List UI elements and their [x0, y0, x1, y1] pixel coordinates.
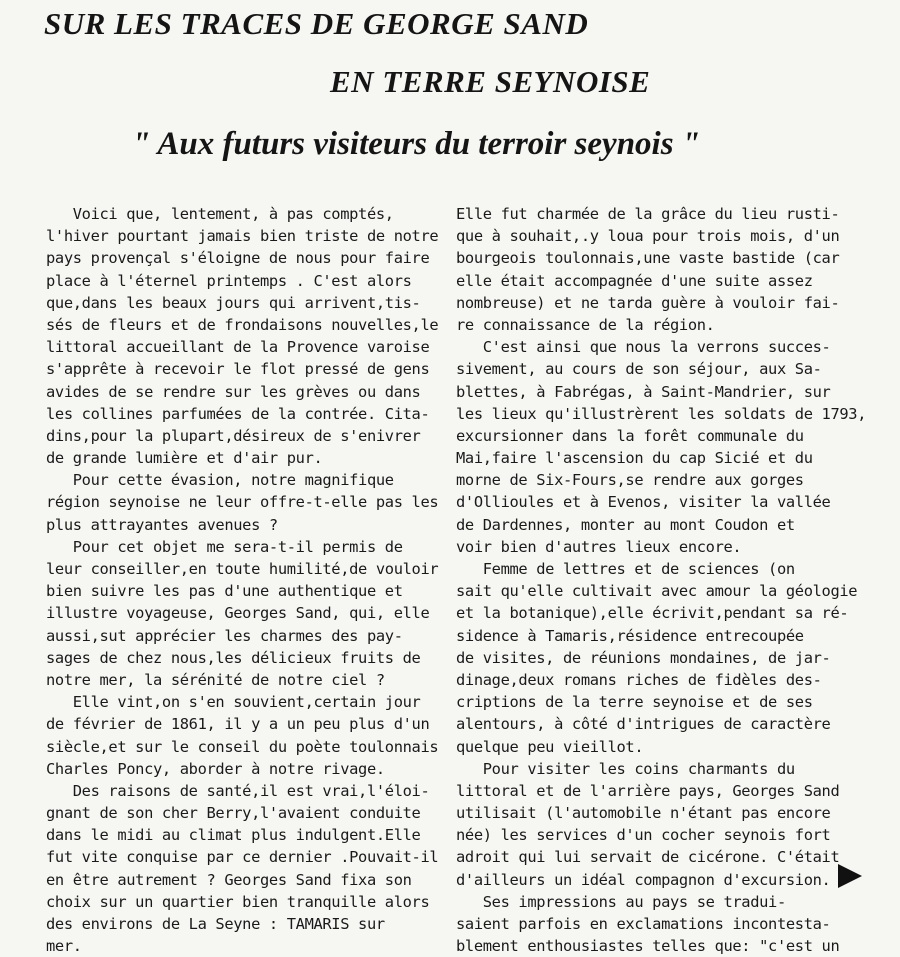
- text-line: Ses impressions au pays se tradui-: [456, 892, 786, 911]
- text-line: Pour visiter les coins charmants du: [456, 759, 795, 778]
- text-line: elle était accompagnée d'une suite assez: [456, 271, 813, 290]
- text-line: et la botanique),elle écrivit,pendant sa ré-: [456, 604, 849, 623]
- text-line: les lieux qu'illustrèrent les soldats de 1793,: [456, 404, 867, 423]
- text-line: C'est ainsi que nous la verrons succes-: [456, 338, 831, 357]
- text-line: bien suivre les pas d'une authentique et: [46, 582, 403, 601]
- text-line: Femme de lettres et de sciences (on: [456, 560, 795, 578]
- article-subtitle: " Aux futurs visiteurs du terroir seynois ": [132, 126, 701, 162]
- article-title: SUR LES TRACES DE GEORGE SAND: [44, 6, 589, 41]
- text-line: avides de se rendre sur les grèves ou dans: [46, 382, 421, 401]
- text-line: gnant de son cher Berry,l'avaient conduite: [46, 804, 421, 823]
- text-line: de février de 1861, il y a un peu plus d'un: [46, 715, 430, 734]
- text-line: excursionner dans la forêt communale du: [456, 426, 804, 445]
- text-line: Voici que, lentement, à pas comptés,: [46, 205, 394, 223]
- text-line: blettes, à Fabrégas, à Saint-Mandrier, sur: [456, 382, 831, 401]
- text-line: d'Ollioules et à Evenos, visiter la vallée: [456, 493, 831, 512]
- text-line: en être autrement ? Georges Sand fixa son: [46, 870, 412, 889]
- text-line: utilisait (l'automobile n'étant pas encore: [456, 804, 831, 823]
- text-line: dans le midi au climat plus indulgent.Elle: [46, 826, 421, 845]
- text-line: sages de chez nous,les délicieux fruits de: [46, 648, 421, 667]
- text-line: littoral accueillant de la Provence varoise: [46, 338, 430, 357]
- text-line: de grande lumière et d'air pur.: [46, 449, 323, 468]
- text-line: fut vite conquise par ce dernier .Pouvait-il: [46, 848, 439, 867]
- text-line: adroit qui lui servait de cicérone. C'était: [456, 848, 840, 867]
- text-line: d'ailleurs un idéal compagnon d'excursion.: [456, 870, 831, 889]
- text-line: sivement, au cours de son séjour, aux Sa-: [456, 360, 822, 379]
- text-line: saient parfois en exclamations incontesta-: [456, 915, 831, 933]
- text-line: les collines parfumées de la contrée. Cita-: [46, 404, 430, 423]
- text-line: des environs de La Seyne : TAMARIS sur: [46, 915, 385, 933]
- text-line: re connaissance de la région.: [456, 315, 715, 334]
- text-line: nombreuse) et ne tarda guère à vouloir fai-: [456, 293, 840, 312]
- text-line: choix sur un quartier bien tranquille alors: [46, 892, 430, 911]
- text-line: dins,pour la plupart,désireux de s'enivrer: [46, 426, 421, 445]
- text-line: Elle fut charmée de la grâce du lieu rusti-: [456, 205, 840, 223]
- text-line: s'apprête à recevoir le flot pressé de gens: [46, 360, 430, 379]
- text-line: Mai,faire l'ascension du cap Sicié et du: [456, 449, 813, 468]
- text-line: Pour cette évasion, notre magnifique: [46, 471, 394, 490]
- text-line: de visites, de réunions mondaines, de jar-: [456, 648, 831, 667]
- text-line: criptions de la terre seynoise et de ses: [456, 693, 813, 712]
- text-line: de Dardennes, monter au mont Coudon et: [456, 515, 795, 534]
- text-line: sidence à Tamaris,résidence entrecoupée: [456, 626, 804, 645]
- text-line: quelque peu vieillot.: [456, 737, 644, 756]
- text-line: littoral et de l'arrière pays, Georges Sand: [456, 781, 840, 800]
- continue-arrow-icon: [838, 864, 862, 888]
- text-line: plus attrayantes avenues ?: [46, 515, 278, 534]
- text-line: que à souhait,.y loua pour trois mois, d'un: [456, 227, 840, 246]
- text-line: bourgeois toulonnais,une vaste bastide (car: [456, 249, 840, 268]
- text-line: Elle vint,on s'en souvient,certain jour: [46, 693, 421, 712]
- text-line: voir bien d'autres lieux encore.: [456, 537, 742, 556]
- text-line: née) les services d'un cocher seynois fort: [456, 826, 831, 845]
- text-line: leur conseiller,en toute humilité,de vouloir: [46, 560, 439, 578]
- text-line: siècle,et sur le conseil du poète toulonnais: [46, 737, 439, 756]
- text-line: sés de fleurs et de frondaisons nouvelles,le: [46, 315, 439, 334]
- text-line: Charles Poncy, aborder à notre rivage.: [46, 759, 385, 778]
- text-line: que,dans les beaux jours qui arrivent,tis-: [46, 293, 421, 312]
- text-line: alentours, à côté d'intrigues de caractère: [456, 715, 831, 734]
- text-column-right: [456, 203, 867, 957]
- text-line: Des raisons de santé,il est vrai,l'éloi-: [46, 781, 430, 800]
- text-line: illustre voyageuse, Georges Sand, qui, elle: [46, 604, 430, 623]
- article-title-line2: EN TERRE SEYNOISE: [330, 64, 651, 99]
- text-line: région seynoise ne leur offre-t-elle pas les: [46, 493, 439, 512]
- text-line: l'hiver pourtant jamais bien triste de notre: [46, 227, 439, 246]
- text-line: sait qu'elle cultivait avec amour la géologie: [456, 582, 858, 601]
- text-line: Pour cet objet me sera-t-il permis de: [46, 537, 403, 556]
- text-line: blement enthousiastes telles que: "c'est un: [456, 937, 840, 956]
- text-line: dinage,deux romans riches de fidèles des-: [456, 670, 822, 689]
- text-line: aussi,sut apprécier les charmes des pay-: [46, 626, 403, 645]
- text-column-left: [46, 203, 450, 957]
- text-line: mer.: [46, 937, 82, 956]
- text-line: pays provençal s'éloigne de nous pour faire: [46, 249, 430, 268]
- text-line: notre mer, la sérénité de notre ciel ?: [46, 670, 385, 689]
- text-line: place à l'éternel printemps . C'est alors: [46, 271, 412, 290]
- text-line: morne de Six-Fours,se rendre aux gorges: [456, 471, 804, 490]
